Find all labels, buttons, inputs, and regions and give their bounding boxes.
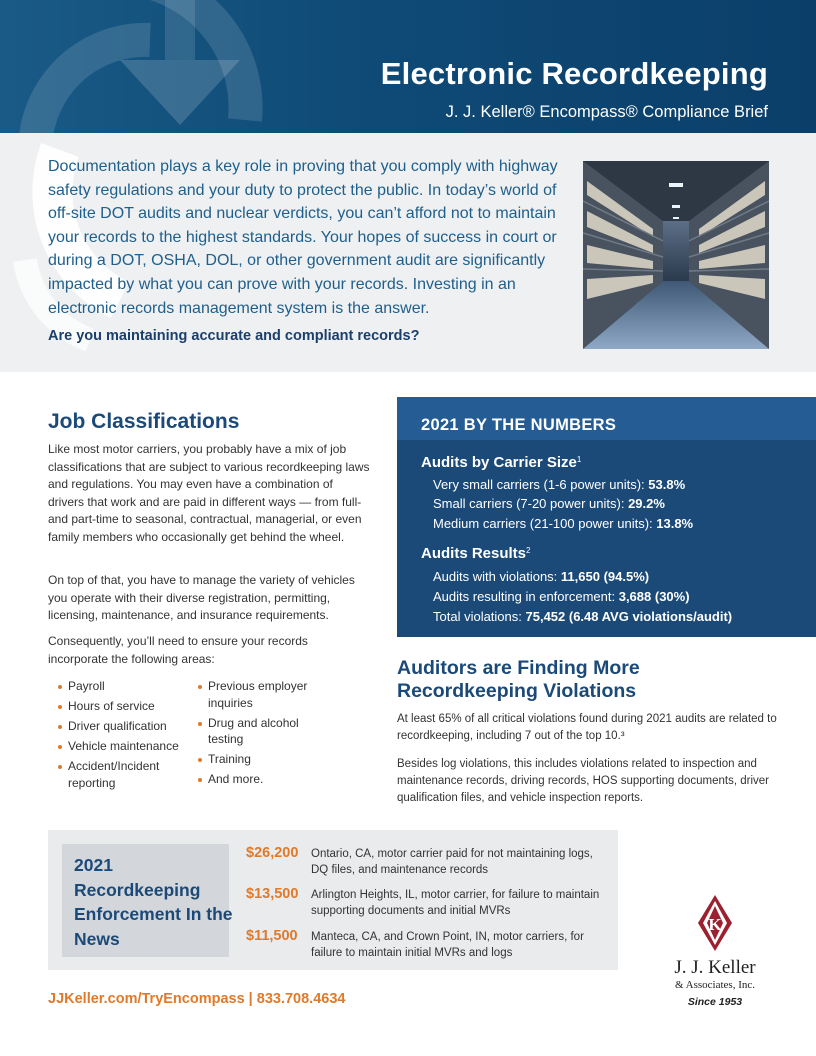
svg-text:K: K xyxy=(708,915,722,934)
stat-line: Medium carriers (21-100 power units): 13.8% xyxy=(433,516,694,531)
list-item: Vehicle maintenance xyxy=(58,738,188,755)
fine-amount: $26,200 xyxy=(246,845,299,861)
auditors-heading: Auditors are Finding More Recordkeeping Violations xyxy=(397,657,640,702)
auditors-paragraph-1: At least 65% of all critical violations found during 2021 audits are related to recordkeeping, including 7 out of the top 10.³ xyxy=(397,713,777,742)
keller-emblem-icon xyxy=(660,893,770,955)
bullet-dot-icon xyxy=(58,705,62,709)
intro-question: Are you maintaining accurate and compliant records? xyxy=(48,328,420,344)
carrier-size-heading: Audits by Carrier Size$^1$ xyxy=(421,454,582,471)
fine-description: Ontario, CA, motor carrier paid for not maintaining logs, DQ files, and maintenance records xyxy=(311,848,593,876)
records-archive-photo xyxy=(583,161,769,349)
list-item: Training xyxy=(198,751,328,768)
fine-description: Manteca, CA, and Crown Point, IN, motor carriers, for failure to maintain initial MVRs and logs xyxy=(311,931,584,959)
job-paragraph-3: Consequently, you’ll need to ensure your records incorporate the following areas: xyxy=(48,634,308,666)
list-item: Driver qualification xyxy=(58,718,188,735)
stat-line: Very small carriers (1-6 power units): 53.8% xyxy=(433,477,686,492)
numbers-header xyxy=(397,397,816,440)
logo-associates: & Associates, Inc. xyxy=(674,979,756,991)
list-item: Hours of service xyxy=(58,698,188,715)
fine-description: Arlington Heights, IL, motor carrier, for failure to maintain supporting documents and initial MVRs xyxy=(311,889,600,917)
bullet-dot-icon xyxy=(58,765,62,769)
stat-line: Audits with violations: 11,650 (94.5%) xyxy=(433,569,650,584)
records-areas-list-right xyxy=(198,678,328,791)
bullet-dot-icon xyxy=(198,758,202,762)
page-subtitle: J. J. Keller® Encompass® Compliance Brief xyxy=(445,103,768,121)
list-item: Drug and alcohol testing xyxy=(198,715,328,748)
news-label-box xyxy=(62,844,233,957)
records-areas-list-left xyxy=(58,678,188,795)
jj-keller-logo xyxy=(660,893,770,1013)
archive-shelves-image xyxy=(583,161,769,349)
auditors-paragraph-2: Besides log violations, this includes violations related to inspection and maintenance records, driving records, HOS supporting documents, driver qualification files, and vehicle inspection reports. xyxy=(397,758,770,804)
job-classifications-heading: Job Classifications xyxy=(48,410,240,433)
list-item: And more. xyxy=(198,771,328,788)
stat-line: Small carriers (7-20 power units): 29.2% xyxy=(433,496,665,511)
numbers-panel xyxy=(397,397,816,637)
enforcement-news-panel xyxy=(48,830,618,970)
bullet-dot-icon xyxy=(58,745,62,749)
header-banner xyxy=(0,0,816,133)
bullet-dot-icon xyxy=(198,685,202,689)
list-item: Accident/Incident reporting xyxy=(58,758,188,791)
logo-name: J. J. Keller xyxy=(674,957,756,978)
stat-line: Total violations: 75,452 (6.48 AVG violations/audit) xyxy=(433,609,733,624)
bullet-dot-icon xyxy=(58,725,62,729)
intro-paragraph: Documentation plays a key role in proving that you comply with highway safety regulations and your duty to protect the public. In today’s world of off-site DOT audits and nuclear verdicts, you can’t afford not to maintain your records to the highest standards. Your hopes of success in court or during a DOT, OSHA, DOL, or other government audit are significantly impacted by what you can prove with your records. Investing in an electronic records management system is the answer. xyxy=(48,158,558,317)
news-label: 2021 Recordkeeping Enforcement In the News xyxy=(74,855,233,949)
fine-amount: $11,500 xyxy=(246,928,298,944)
contact-link[interactable]: JJKeller.com/TryEncompass | 833.708.4634 xyxy=(48,991,346,1007)
logo-since: Since 1953 xyxy=(687,996,743,1008)
intro-panel xyxy=(0,133,816,372)
audit-results-heading: Audits Results$^2$ xyxy=(421,545,531,562)
page-title: Electronic Recordkeeping xyxy=(380,56,768,91)
bullet-dot-icon xyxy=(198,778,202,782)
numbers-heading: 2021 BY THE NUMBERS xyxy=(421,416,617,434)
list-item: Previous employer inquiries xyxy=(198,678,328,711)
fine-amount: $13,500 xyxy=(246,886,299,902)
job-paragraph-2: On top of that, you have to manage the variety of vehicles you operate with their diverse registration, permitting, licensing, maintenance, and insurance requirements. xyxy=(48,573,355,622)
bullet-dot-icon xyxy=(198,722,202,726)
list-item: Payroll xyxy=(58,678,188,695)
stat-line: Audits resulting in enforcement: 3,688 (30%) xyxy=(433,589,690,604)
bullet-dot-icon xyxy=(58,685,62,689)
job-paragraph-1: Like most motor carriers, you probably have a mix of job classifications that are subject to various recordkeeping laws and regulations. You may even have a combination of drivers that work and are paid in different ways — from full- and part-time to seasonal, contractual, managerial, or even family members who occasionally get behind the wheel. xyxy=(48,442,370,544)
